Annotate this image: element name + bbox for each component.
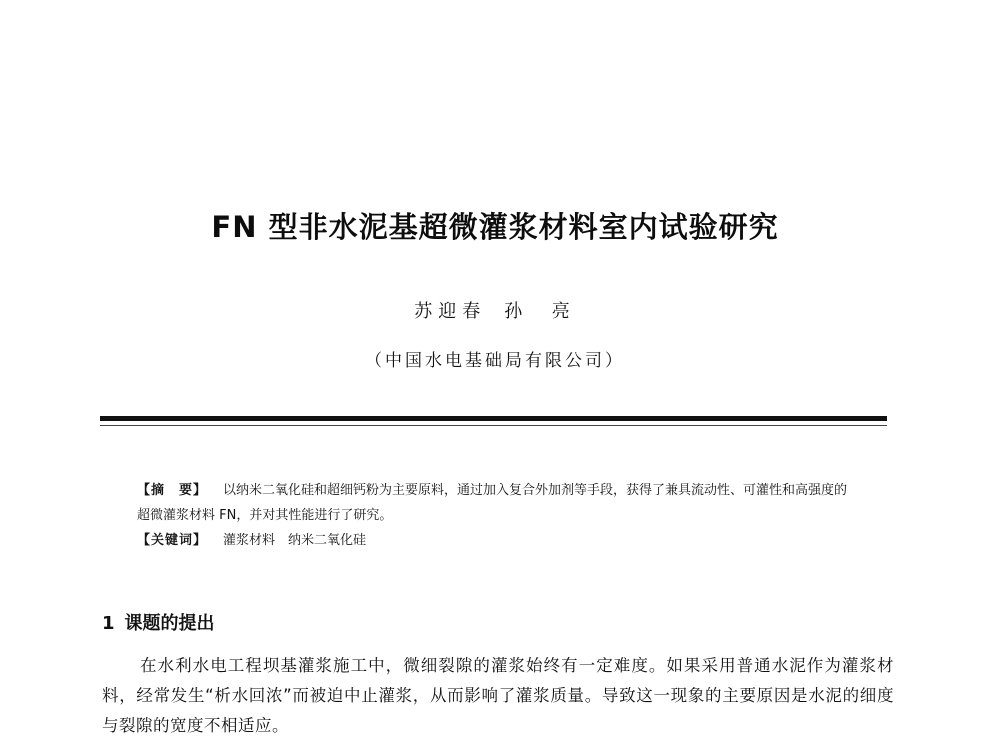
section-title: 课题的提出: [124, 613, 215, 634]
keywords-paragraph: [137, 528, 857, 553]
paper-title: FN 型非水泥基超微灌浆材料室内试验研究: [211, 210, 779, 244]
header-divider-thin: [100, 425, 887, 426]
section-heading: [102, 609, 215, 635]
keywords-text: 灌浆材料 纳米二氧化硅: [223, 533, 367, 548]
section-number: 1: [102, 613, 115, 634]
abstract-text: 以纳米二氧化硅和超细钙粉为主要原料，通过加入复合外加剂等手段，获得了兼具流动性、可灌性和高强度的超微灌浆材料 FN，并对其性能进行了研究。: [137, 483, 848, 523]
author-affiliation: （中国水电基础局有限公司）: [365, 351, 625, 371]
abstract-paragraph: [137, 478, 857, 528]
author-list: [0, 297, 990, 323]
body-paragraph: 在水利水电工程坝基灌浆施工中，微细裂隙的灌浆始终有一定难度。如果采用普通水泥作为灌浆材料，经常发生“析水回浓”而被迫中止灌浆，从而影响了灌浆质量。导致这一现象的主要原因是水泥的细度与裂隙的宽度不相适应。: [102, 656, 894, 735]
abstract-label: 【摘 要】: [137, 483, 208, 498]
abstract-block: [137, 478, 857, 553]
body-text: [102, 651, 894, 741]
keywords-label: 【关键词】: [137, 533, 208, 548]
author-name: 苏迎春: [414, 301, 487, 322]
author-name: 孙 亮: [504, 301, 576, 322]
header-divider-thick: [100, 416, 887, 421]
